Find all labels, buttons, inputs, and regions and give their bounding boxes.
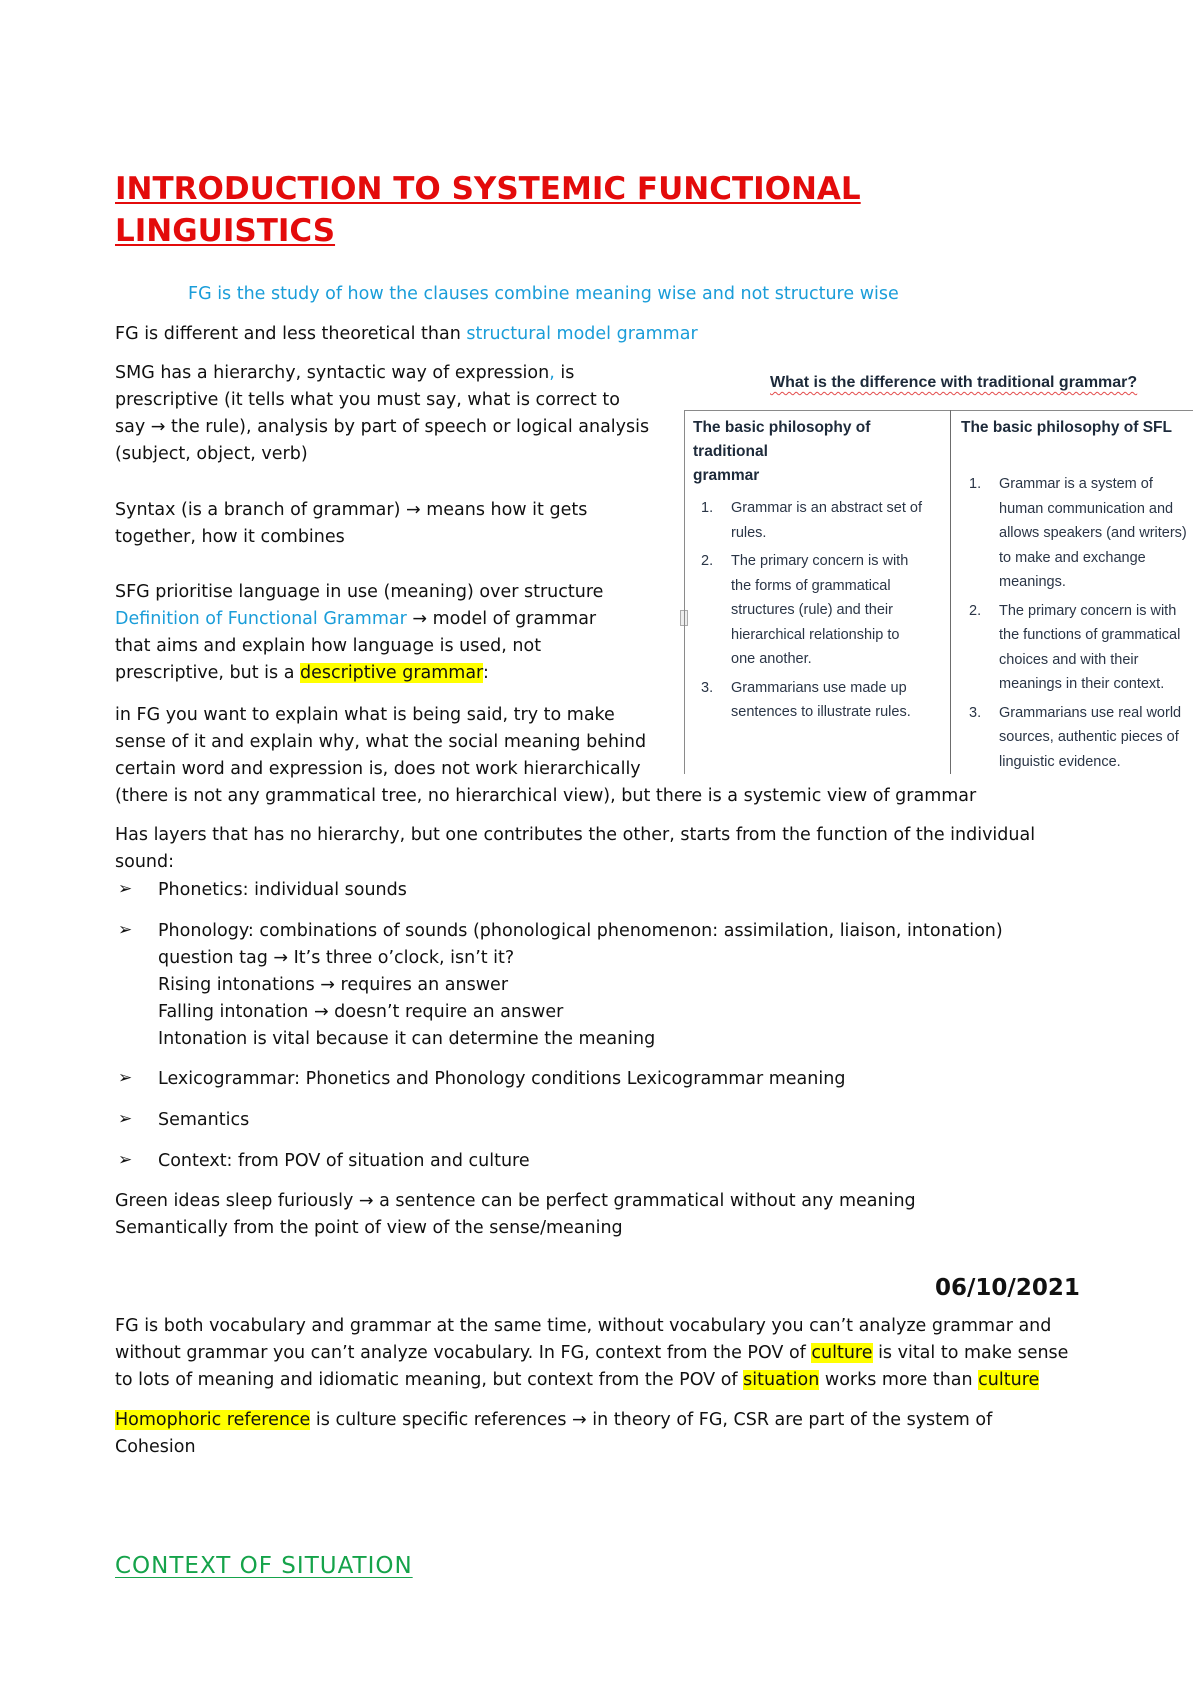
item-line: Grammarians use made up — [731, 679, 907, 696]
situation-highlight: situation — [743, 1370, 820, 1390]
context-of-situation-heading: CONTEXT OF SITUATION — [115, 1553, 413, 1579]
traditional-header-line-1: The basic philosophy of traditional — [693, 419, 871, 460]
item-line: meanings. — [999, 574, 1066, 590]
item-line: Grammarians use real world — [999, 704, 1182, 721]
sfg-line-3: that aims and explain how language is used, not — [115, 636, 542, 656]
sfg-paragraph — [115, 579, 603, 687]
intro-definition: FG is the study of how the clauses combine meaning wise and not structure wise — [188, 284, 899, 304]
item-line: sources, authentic pieces of — [999, 729, 1179, 745]
traditional-item-1 — [693, 496, 945, 545]
bullet-lexicogrammar: Lexicogrammar: Phonetics and Phonology conditions Lexicogrammar meaning — [158, 1069, 846, 1089]
bullet-phonetics: Phonetics: individual sounds — [158, 880, 407, 900]
item-number: 3. — [969, 704, 982, 721]
smg-line-3: say → the rule), analysis by part of speech or logical analysis — [115, 417, 650, 437]
smg-line-4: (subject, object, verb) — [115, 444, 308, 464]
green-ideas-line-2: Semantically from the point of view of the sense/meaning — [115, 1218, 623, 1238]
bullet-arrow-icon: ➢ — [118, 879, 133, 899]
comparison-table-figure — [684, 410, 1193, 774]
item-line: linguistic evidence. — [999, 753, 1121, 770]
traditional-item-3 — [693, 676, 945, 725]
homophoric-reference-highlight: Homophoric reference — [115, 1410, 311, 1430]
smg-line-1-text: SMG has a hierarchy, syntactic way of expression — [115, 363, 550, 383]
culture-highlight-2: culture — [978, 1370, 1040, 1390]
item-line: rules. — [731, 524, 767, 541]
traditional-item-2 — [693, 549, 945, 672]
sfg-line-2 — [115, 606, 603, 633]
phonology-line-3: Rising intonations → requires an answer — [158, 975, 509, 995]
item-line: Grammar is a system of — [999, 476, 1153, 492]
in-fg-line-4: (there is not any grammatical tree, no hierarchical view), but there is a systemic view of grammar — [115, 786, 977, 806]
smg-line-2: prescriptive (it tells what you must say, what is correct to — [115, 390, 620, 410]
traditional-header — [693, 416, 945, 488]
syntax-paragraph — [115, 497, 587, 551]
item-line: Grammar is an abstract set of — [731, 500, 922, 516]
title-line-2: LINGUISTICS — [115, 213, 336, 249]
bullet-arrow-icon: ➢ — [118, 1109, 133, 1129]
item-line: The primary concern is with — [731, 553, 909, 569]
fg-both-line-3-pre: to lots of meaning and idiomatic meaning, but context from the POV of — [115, 1370, 744, 1390]
traditional-list — [693, 496, 945, 725]
item-line: meanings in their context. — [999, 676, 1165, 692]
sfl-item-1 — [961, 472, 1191, 595]
sfg-line-4 — [115, 660, 603, 687]
in-fg-line-3: certain word and expression is, does not work hierarchically — [115, 759, 641, 779]
item-line: the functions of grammatical — [999, 627, 1181, 643]
smg-comma: , — [549, 363, 555, 383]
definition-functional-grammar: Definition of Functional Grammar — [115, 609, 407, 629]
figure-title: What is the difference with traditional grammar? — [770, 374, 1138, 391]
smg-paragraph — [115, 360, 649, 468]
item-line: choices and with their — [999, 651, 1139, 668]
item-number: 2. — [969, 602, 982, 619]
item-line: the forms of grammatical — [731, 577, 891, 594]
item-line: hierarchical relationship to — [731, 626, 900, 643]
title-line-1: INTRODUCTION TO SYSTEMIC FUNCTIONAL — [115, 171, 861, 207]
in-fg-line-1: in FG you want to explain what is being said, try to make — [115, 705, 615, 725]
item-line: human communication and — [999, 500, 1174, 517]
item-line: sentences to illustrate rules. — [731, 704, 911, 720]
item-number: 1. — [969, 476, 982, 492]
item-line: The primary concern is with — [999, 602, 1177, 619]
culture-highlight: culture — [811, 1343, 873, 1363]
syntax-line-1: Syntax (is a branch of grammar) → means how it gets — [115, 500, 588, 520]
item-number: 2. — [701, 553, 714, 569]
fg-both-line-3-mid: works more than — [819, 1370, 979, 1390]
table-top-border — [685, 410, 1193, 411]
sfl-column — [961, 416, 1191, 778]
fg-both-line-3 — [115, 1367, 1068, 1394]
bullet-phonology — [158, 918, 1003, 1053]
layers-paragraph — [115, 822, 1035, 876]
fg-both-paragraph — [115, 1313, 1068, 1394]
syntax-line-2: together, how it combines — [115, 527, 345, 547]
table-column-divider — [950, 410, 951, 774]
sfl-item-3 — [961, 701, 1191, 775]
fg-both-line-2-pre: without grammar you can’t analyze vocabulary. In FG, context from the POV of — [115, 1343, 812, 1363]
item-number: 1. — [701, 500, 714, 516]
layers-line-1: Has layers that has no hierarchy, but one contributes the other, starts from the function of the individual — [115, 825, 1036, 845]
phonology-line-2: question tag → It’s three o’clock, isn’t it? — [158, 948, 515, 968]
sfg-line-4-pre: prescriptive, but is a — [115, 663, 301, 683]
date-heading: 06/10/2021 — [935, 1275, 1080, 1301]
homophoric-line-2: Cohesion — [115, 1437, 196, 1457]
homophoric-paragraph — [115, 1407, 992, 1461]
phonology-line-4: Falling intonation → doesn’t require an answer — [158, 1002, 564, 1022]
fg-both-line-2 — [115, 1340, 1068, 1367]
bullet-arrow-icon: ➢ — [118, 920, 133, 940]
smg-line-1-end: is — [554, 363, 575, 383]
sfl-item-2 — [961, 599, 1191, 697]
green-ideas-paragraph — [115, 1188, 916, 1242]
sfl-header: The basic philosophy of SFL — [961, 419, 1172, 436]
sfg-line-4-post: : — [482, 663, 489, 683]
traditional-grammar-column — [693, 416, 945, 729]
item-line: to make and exchange — [999, 549, 1146, 566]
bullet-semantics: Semantics — [158, 1110, 250, 1130]
bullet-context: Context: from POV of situation and culture — [158, 1151, 530, 1171]
structural-model-grammar-link: structural model grammar — [466, 324, 698, 344]
fg-different-line — [115, 321, 698, 348]
smg-line-1 — [115, 360, 649, 387]
fg-different-text: FG is different and less theoretical than — [115, 324, 467, 344]
sfg-line-2-rest: → model of grammar — [406, 609, 597, 629]
sfl-list — [961, 472, 1191, 774]
homophoric-rest: is culture specific references → in theory of FG, CSR are part of the system of — [310, 1410, 993, 1430]
item-line: one another. — [731, 651, 812, 667]
bullet-arrow-icon: ➢ — [118, 1150, 133, 1170]
phonology-line-5: Intonation is vital because it can determine the meaning — [158, 1029, 656, 1049]
layers-line-2: sound: — [115, 852, 175, 872]
descriptive-grammar-highlight: descriptive grammar — [300, 663, 483, 683]
in-fg-line-2: sense of it and explain why, what the social meaning behind — [115, 732, 647, 752]
fg-both-line-2-post: is vital to make sense — [872, 1343, 1069, 1363]
green-ideas-line-1: Green ideas sleep furiously → a sentence can be perfect grammatical without any meaning — [115, 1191, 916, 1211]
homophoric-line-1 — [115, 1407, 992, 1434]
item-line: structures (rule) and their — [731, 602, 893, 618]
phonology-line-1: Phonology: combinations of sounds (phonological phenomenon: assimilation, liaison, intonation) — [158, 921, 1003, 941]
page-title — [115, 168, 861, 252]
bullet-arrow-icon: ➢ — [118, 1068, 133, 1088]
sfg-line-1: SFG prioritise language in use (meaning) over structure — [115, 582, 604, 602]
item-line: allows speakers (and writers) — [999, 525, 1187, 541]
item-number: 3. — [701, 679, 714, 696]
fg-both-line-1: FG is both vocabulary and grammar at the same time, without vocabulary you can’t analyze grammar and — [115, 1316, 1052, 1336]
traditional-header-line-2: grammar — [693, 467, 760, 484]
